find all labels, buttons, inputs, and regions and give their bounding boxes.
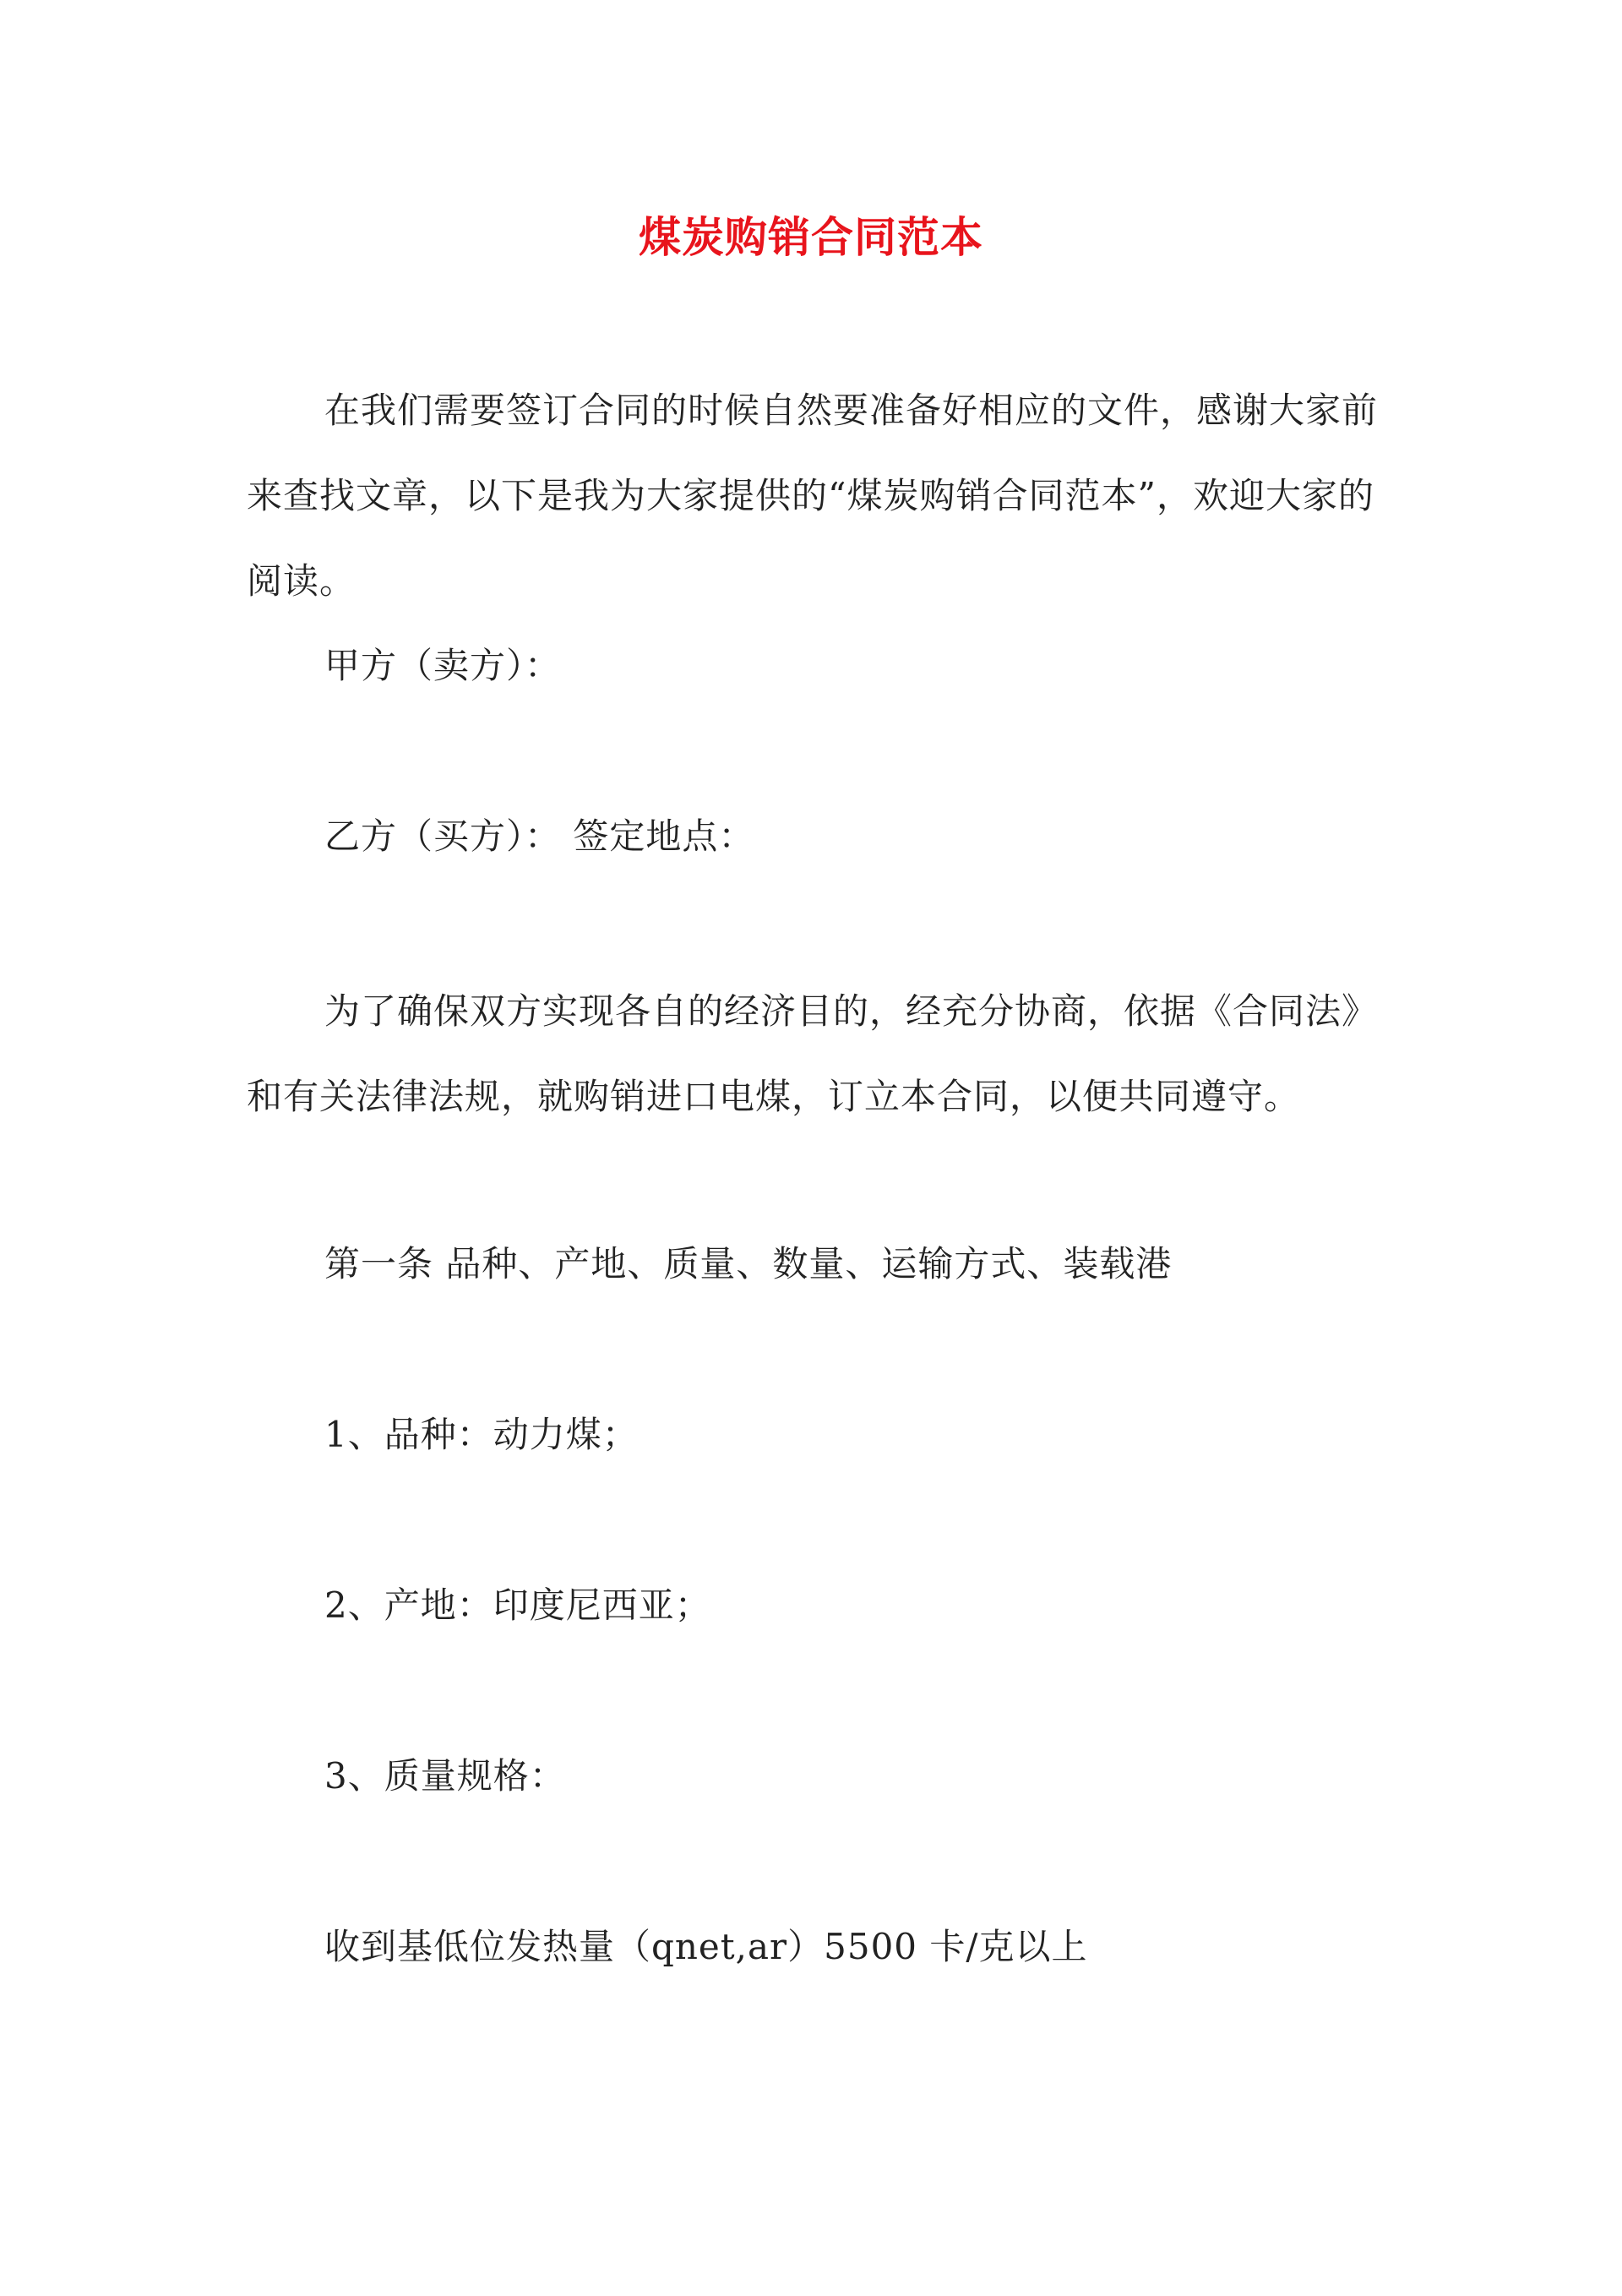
article-1-heading: 第一条 品种、产地、质量、数量、运输方式、装载港 [324,1243,1173,1284]
item-1-variety: 1、品种：动力煤； [324,1414,639,1455]
intro-paragraph: 在我们需要签订合同的时候自然要准备好相应的文件，感谢大家前来查找文章，以下是我为大家提供的“煤炭购销合同范本”，欢迎大家的阅读。 [247,390,1379,602]
item-3-quality-spec: 3、质量规格： [324,1755,566,1797]
calorific-value-line: 收到基低位发热量（qnet,ar）5500 卡/克以上 [324,1926,1088,1967]
party-b-and-place-line: 乙方（买方）： 签定地点： [324,815,755,857]
party-a-line: 甲方（卖方）： [324,645,562,686]
purpose-paragraph: 为了确保双方实现各自的经济目的，经充分协商，依据《合同法》和有关法律法规，就购销进口电煤，订立本合同，以便共同遵守。 [247,990,1379,1117]
item-2-origin: 2、产地：印度尼西亚； [324,1584,711,1626]
document-title: 煤炭购销合同范本 [639,212,983,262]
